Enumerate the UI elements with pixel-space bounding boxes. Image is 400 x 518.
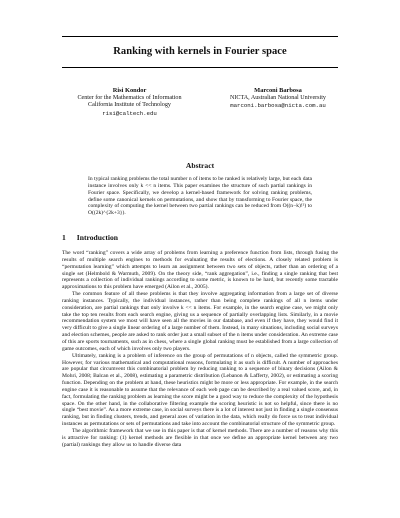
author-affiliation: California Institute of Technology [88,102,171,109]
author-email: marconi.barbosa@nicta.com.au [230,102,326,110]
section-body [62,250,338,448]
title-rule-bottom [62,67,338,68]
body-paragraph: Ultimately, ranking is a problem of inference on the group of permutations of n objects, called the symmetric group. However, for various mathematical and computational reasons, formulating it as such is difficult. A number of approaches are popular that circumvent this combinatorial problem by reducing ranking to a sequence of binary decisions (Ailon & Mohri, 2008; Balcan et al., 2008), estimating a parametric distribution (Lebanon & Lafferty, 2002), or estimating a scoring function. Depending on the problem at hand, these heuristics might be more or less appropriate. For example, in the search engine case it is reasonable to assume that the relevance of each web page can be described by a real valued score, and, in fact, formulating the ranking problem as learning the score might be a good way to reduce the complexity of the hypothesis space. On the other hand, in the collaborative filtering example the scoring heuristic is not so helpful, since there is no single “best movie”. As a more extreme case, in social surveys there is a lot of interest not just in finding a single consensus ranking, but in finding clusters, trends, and general axes of variation in the data, which really do force us to treat individual instances as permutations or sets of permutations and take into account the combinatorial structure of the symmetric group. [62,352,338,428]
abstract-text: In typical ranking problems the total number n of items to be ranked is relatively large, but each data instance involves only k << n items. This paper examines the structure of such partial rankings in Fourier space. Specifically, we develop a kernel-based framework for solving ranking problems, define some canonical kernels on permutations, and show that by transforming to Fourier space, the complexity of computing the kernel between two partial rankings can be reduced from O((n−k)!²) to O((2k)^{2k+3}). [88,176,312,217]
paper-title: Ranking with kernels in Fourier space [113,46,287,57]
author-block-1 [62,87,197,117]
abstract-heading: Abstract [185,161,215,170]
section-number: 1 [62,233,66,242]
body-paragraph: The algorithmic framework that we use in this paper is that of kernel methods. There are a number of reasons why this is attractive for ranking: (1) kernel methods are flexible in that once we define an appropriate kernel between any two (partial) rankings they allow us to handle diverse data [62,427,338,448]
author-affiliation: Center for the Mathematics of Information [77,94,182,101]
author-name: Marconi Barbosa [254,87,302,94]
author-email: risi@caltech.edu [102,109,157,117]
abstract-body [88,176,312,217]
title-rule-top [62,36,338,37]
body-paragraph: The common feature of all these problems is that they involve aggregating information from a large set of diverse ranking instances. Typically, the individual instances, rather than being complete rankings of all n items under consideration, are partial rankings that only involve k << n items. For example, in the search engine case, we might only take the top ten results from each search engine, giving us a sequence of partially overlapping lists. Similarly, in a movie recommendation system we most will have seen all the movies in our database, and even if they have, they would find it very difficult to give a single linear ordering of a large number of them. Instead, in many situations, including social surveys and election schemes, people are asked to rank order just a small subset of the n items under consideration. An extreme case of this are sports tournaments, such as in chess, where a single global ranking must be established from a large collection of game outcomes, each of which involves only two players. [62,291,338,352]
author-name: Risi Kondor [112,87,147,94]
author-affiliation: NICTA, Australian National University [230,94,326,101]
section-title: Introduction [76,233,119,242]
section-heading [62,233,118,242]
author-block-2 [208,87,348,110]
body-paragraph: The word “ranking” covers a wide array of problems from learning a preference function from lists, through fusing the results of multiple search engines to methods for evaluating the results of elections. A closely related problem is “permutation learning” which attempts to learn an assignment between two sets of objects, rather than an ordering of a single set (Helmbold & Warmuth, 2009). On the theory side, “rank aggregation”, i.e., finding a single ranking that best represents a collection of individual rankings according to some metric, is known to be hard, but recently some tractable approximations to this problem have emerged (Ailon et al., 2005). [62,250,338,291]
